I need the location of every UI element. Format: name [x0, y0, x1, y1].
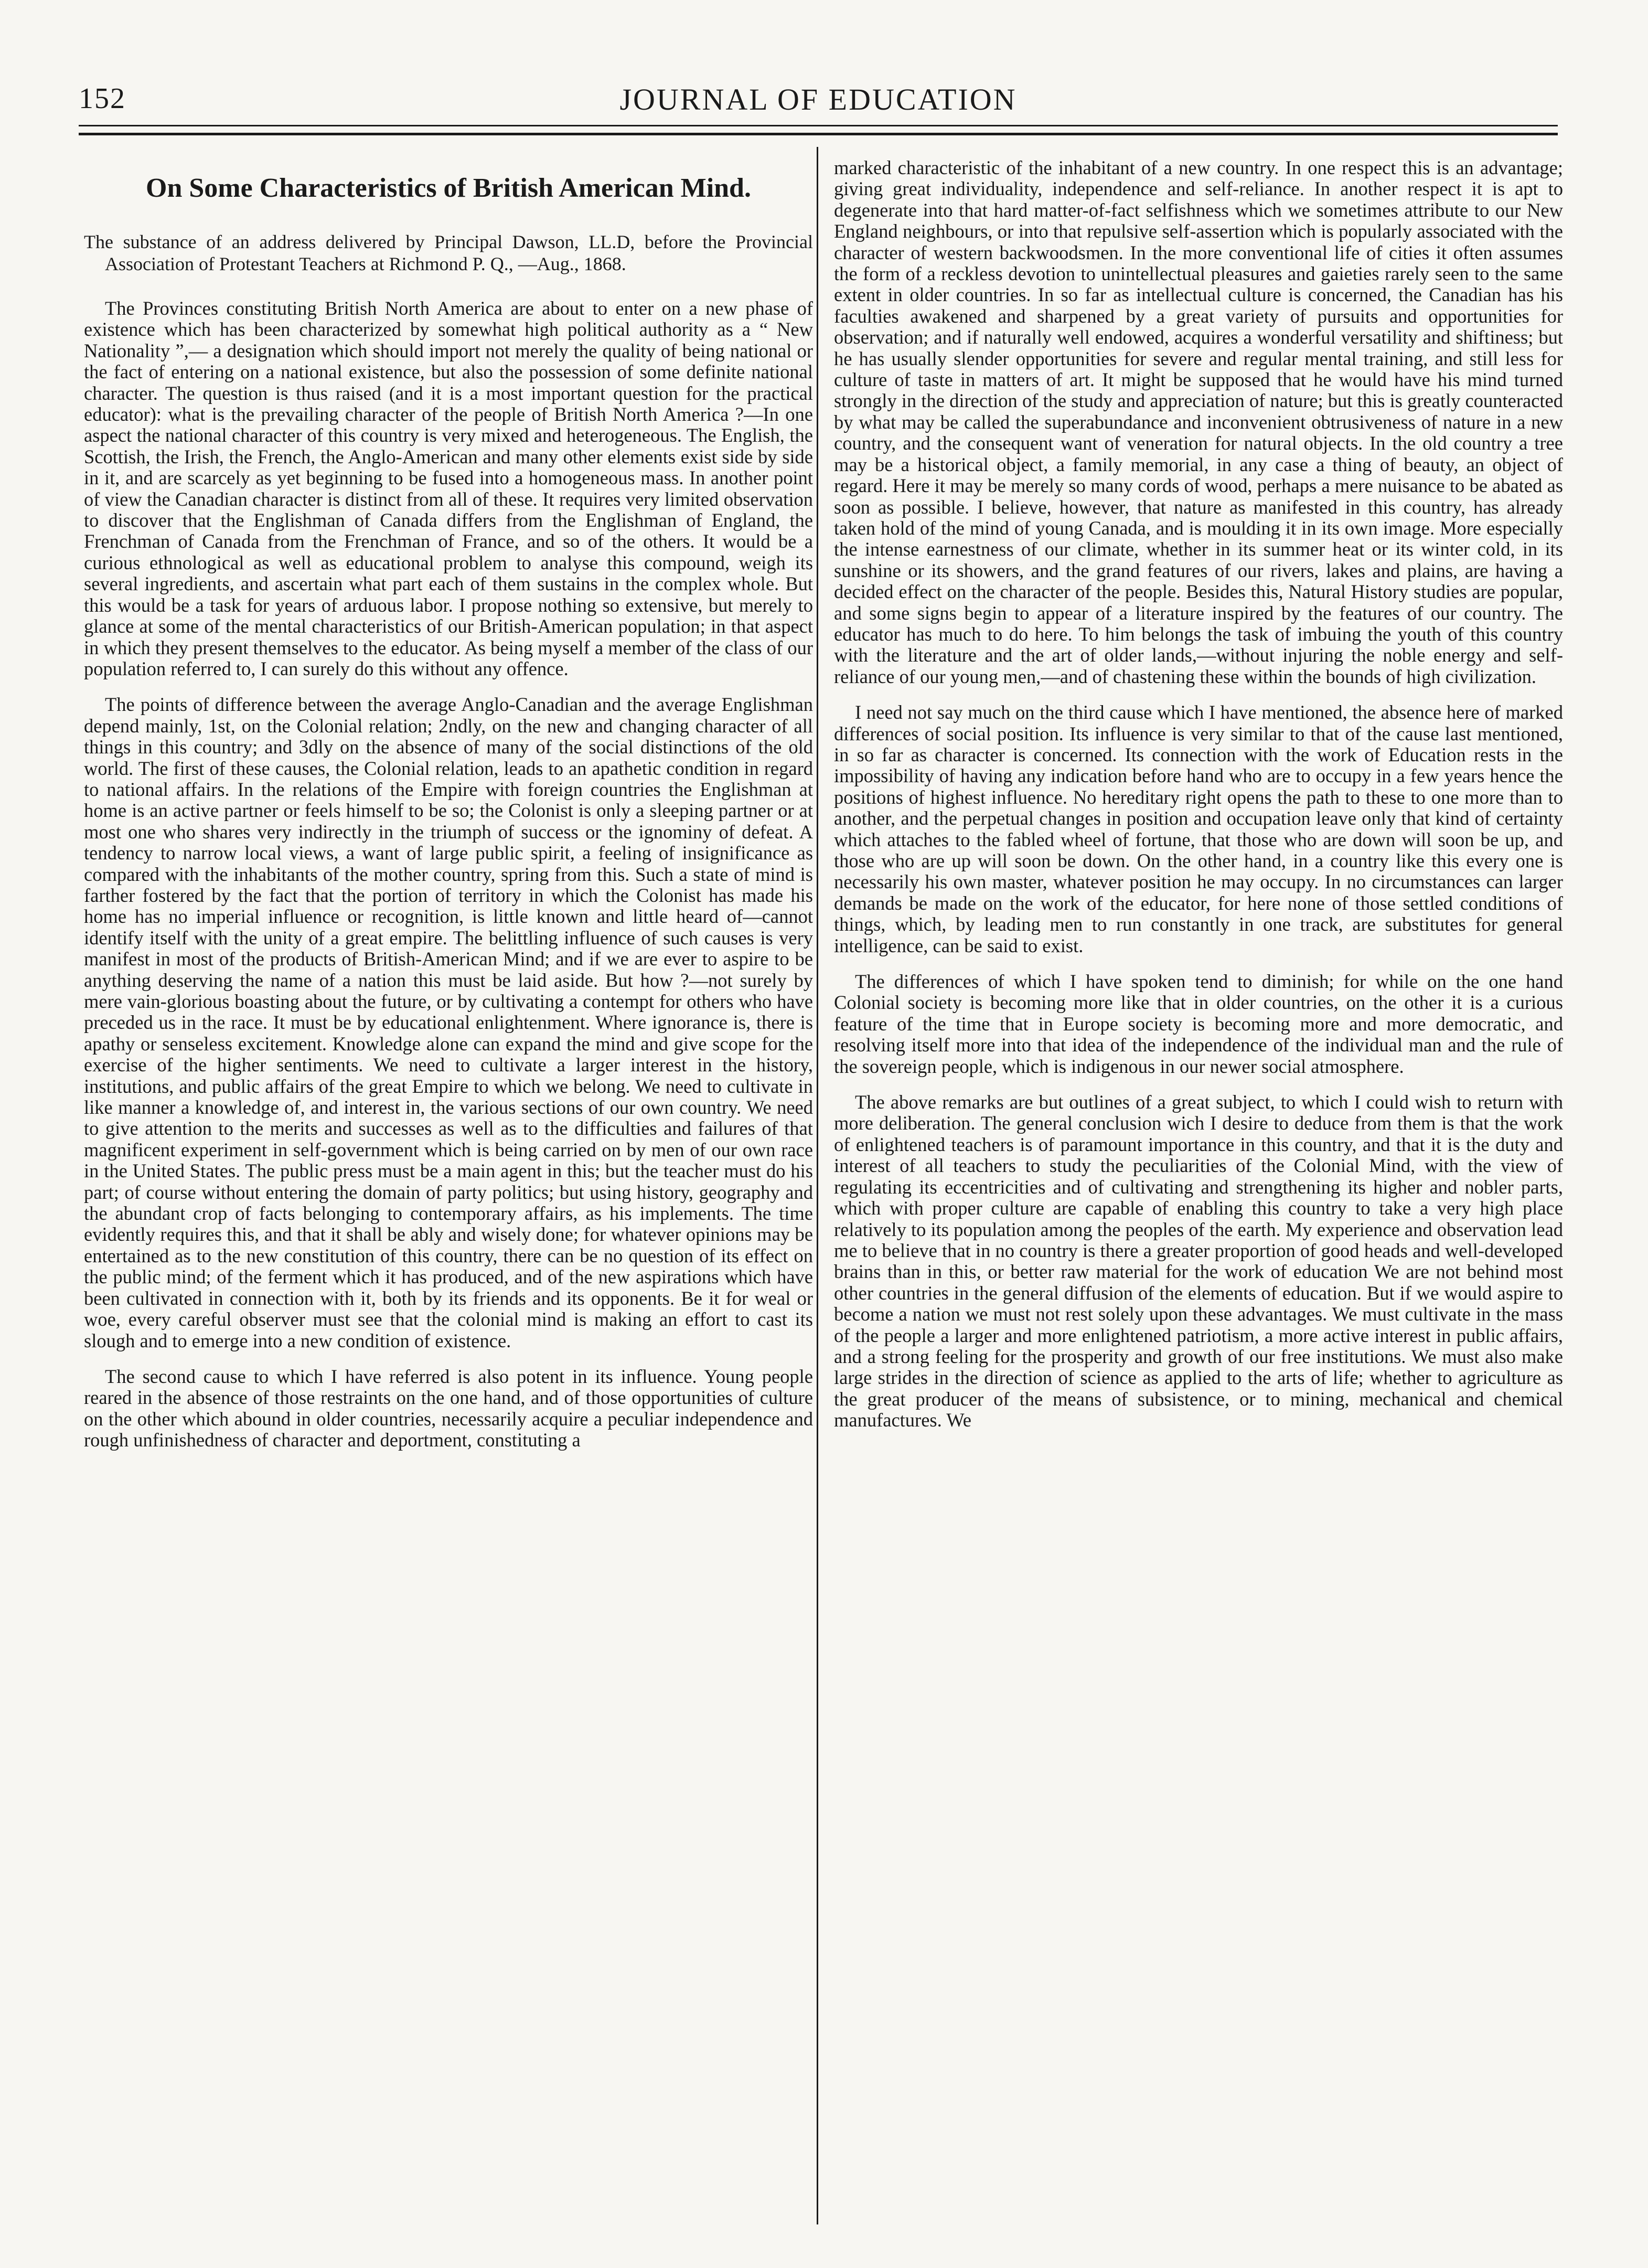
paragraph-continued: marked characteristic of the inhabitant of a new country. In one respect this is an advantage; giving great individuality, independence and self-reliance. In another respect it is apt to degenerate into that hard matter-of-fact selfishness which we sometimes attribute to our New England neighbours, or into that repulsive self-assertion which is popularly associated with the character of western backwoodsmen. In the more conventional life of cities it often assumes the form of a reckless devotion to unintellectual pleasures and gaieties rarely seen to the same extent in older countries. In so far as intellectual culture is concerned, the Canadian has his faculties awakened and sharpened by a great variety of pursuits and opportunities for observation; and if naturally well endowed, acquires a wonderful versatility and shiftiness; but he has usually slender opportunities for severe and regular mental training, and still less for culture of taste in matters of art. It might be supposed that he would have his mind turned strongly in the direction of the study and appreciation of nature; but this is greatly counteracted by what may be called the superabundance and inconvenient obtrusiveness of nature in a new country, and the consequent want of veneration for natural objects. In the old country a tree may be a historical object, a family memorial, in any case a thing of beauty, an object of regard. Here it may be merely so many cords of wood, perhaps a mere nuisance to be abated as soon as possible. I believe, however, that nature as manifested in this country, has already taken hold of the mind of young Canada, and is moulding it in its own image. More especially the intense earnestness of our climate, whether in its summer heat or its winter cold, in its sunshine or its showers, and the grand features of our rivers, lakes and plains, are having a decided effect on the character of the people. Besides this, Natural History studies are popular, and some signs begin to appear of a literature inspired by the features of our country. The educator has much to do here. To him belongs the task of imbuing the youth of this country with the literature and the art of older lands,—without injuring the noble energy and self-reliance of our young men,—and of chastening these within the bounds of high civilization.	[834, 157, 1563, 687]
journal-title: JOURNAL OF EDUCATION	[619, 82, 1017, 116]
paragraph: The differences of which I have spoken tend to diminish; for while on the one hand Colonial society is becoming more like that in older countries, on the other it is a curious feature of the time that in Europe society is becoming more and more democratic, and resolving itself more into that idea of the independence of the individual man and the rule of the sovereign people, which is indigenous in our newer social atmosphere.	[834, 971, 1563, 1077]
header-rule-thick	[79, 133, 1558, 135]
left-column	[84, 157, 813, 1466]
right-column	[834, 157, 1563, 1446]
paragraph: The above remarks are but outlines of a great subject, to which I could wish to return with more deliberation. The general conclusion wich I desire to deduce from them is that the work of enlightened teachers is of paramount importance in this country, and that it is the duty and interest of all teachers to study the peculiarities of the Colonial Mind, with the view of regulating its eccentricities and of cultivating and strengthening its higher and nobler parts, which with proper culture are capable of enabling this country to take a very high place relatively to its population among the peoples of the earth. My experience and observation lead me to believe that in no country is there a greater proportion of good heads and well-developed brains than in this, or better raw material for the work of education We are not behind most other countries in the general diffusion of the elements of education. But if we would aspire to become a nation we must not rest solely upon these advantages. We must cultivate in the mass of the people a larger and more enlightened patriotism, a more active interest in public affairs, and a strong feeling for the prosperity and growth of our free institutions. We must also make large strides in the direction of science as applied to the arts of life; whether to agriculture as the great producer of the means of subsistence, or to mining, mechanical and chemical manufactures. We	[834, 1091, 1563, 1431]
article-title: On Some Characteristics of British American Mind.	[146, 173, 751, 203]
paragraph: I need not say much on the third cause which I have mentioned, the absence here of marked differences of social position. Its influence is very similar to that of the cause last mentioned, in so far as character is concerned. Its connection with the work of Education rests in the impossibility of having any indication before hand who are to occupy in a few years hence the positions of highest influence. No hereditary right opens the path to these to one more than to another, and the perpetual changes in position and occupation leave only that kind of certainty which attaches to the fabled wheel of fortune, that those who are down will soon be up, and those who are up will soon be down. On the other hand, in a country like this every one is necessarily his own master, whatever position he may occupy. In no circumstances can larger demands be made on the work of the educator, for here none of those settled conditions of things, which, by leading men to run constantly in one track, are substitutes for general intelligence, can be said to exist.	[834, 701, 1563, 956]
column-divider	[817, 147, 818, 2224]
page-number: 152	[79, 82, 126, 115]
paragraph: The second cause to which I have referred is also potent in its influence. Young people reared in the absence of those restraints on the one hand, and of those opportunities of culture on the other which abound in older countries, necessarily acquire a peculiar independence and rough unfinishedness of character and deportment, constituting a	[84, 1365, 813, 1451]
paragraph: The points of difference between the average Anglo-Canadian and the average Englishman depend mainly, 1st, on the Colonial relation; 2ndly, on the new and changing character of all things in this country; and 3dly on the absence of many of the social distinctions of the old world. The first of these causes, the Colonial relation, leads to an apathetic condition in regard to national affairs. In the relations of the Empire with foreign countries the Englishman at home is an active partner or feels himself to be so; the Colonist is only a sleeping partner or at most one who shares very indirectly in the triumph of success or the ignominy of defeat. A tendency to narrow local views, a want of large public spirit, a feeling of insignificance as compared with the inhabitants of the mother country, spring from this. Such a state of mind is farther fostered by the fact that the portion of territory in which the Colonist has made his home has no imperial influence or recognition, is little known and little heard of—cannot identify itself with the unity of a great empire. The belittling influence of such causes is very manifest in most of the products of British-American Mind; and if we are ever to aspire to be anything deserving the name of a nation this must be laid aside. But how ?—not surely by mere vain-glorious boasting about the future, or by cultivating a contempt for others who have preceded us in the race. It must be by educational enlightenment. Where ignorance is, there is apathy or senseless excitement. Knowledge alone can expand the mind and give scope for the exercise of the higher sentiments. We need to cultivate a larger interest in the history, institutions, and public affairs of the great Empire to which we belong. We need to cultivate in like manner a knowledge of, and interest in, the various sections of our own country. We need to give attention to the merits and successes as well as to the difficulties and failures of that magnificent experiment in self-government which is being carried on by men of our own race in the United States. The public press must be a main agent in this; but the teacher must do his part; of course without entering the domain of party politics; but using history, geography and the abundant crop of facts belonging to contemporary affairs, as his implements. The time evidently requires this, and that it shall be ably and wisely done; for whatever opinions may be entertained as to the new constitution of this country, there can be no question of its effect on the public mind; of the ferment which it has produced, and of the new aspirations which have been cultivated in connection with it, both by its friends and its opponents. Be it for weal or woe, every careful observer must see that the colonial mind is making an effort to cast its slough and to emerge into a new condition of existence.	[84, 694, 813, 1351]
page-header	[79, 79, 1558, 126]
paragraph: The Provinces constituting British North America are about to enter on a new phase of existence which has been characterized by somewhat high political authority as a “ New Nationality ”,— a designation which should import not merely the quality of being national or the fact of entering on a national existence, but also the possession of some definite national character. The question is thus raised (and it is a most important question for the practical educator): what is the prevailing character of the people of British North America ?—In one aspect the national character of this country is very mixed and heterogeneous. The English, the Scottish, the Irish, the French, the Anglo-American and many other elements exist side by side in it, and are scarcely as yet beginning to be fused into a homogeneous mass. In another point of view the Canadian character is distinct from all of these. It requires very limited observation to discover that the Englishman of Canada differs from the Englishman of England, the Frenchman of Canada from the Frenchman of France, and so of the others. It would be a curious ethnological as well as educational problem to analyse this compound, weigh its several ingredients, and ascertain what part each of them sustains in the complex whole. But this would be a task for years of arduous labor. I propose nothing so extensive, but merely to glance at some of the mental characteristics of our British-American population; in that aspect in which they present themselves to the educator. As being myself a member of the class of our population referred to, I can surely do this without any offence.	[84, 297, 813, 679]
header-rule-thin	[79, 125, 1558, 126]
article-lead: The substance of an address delivered by Principal Dawson, LL.D, before the Provincial Association of Protestant Teachers at Richmond P. Q., —Aug., 1868.	[84, 231, 813, 274]
